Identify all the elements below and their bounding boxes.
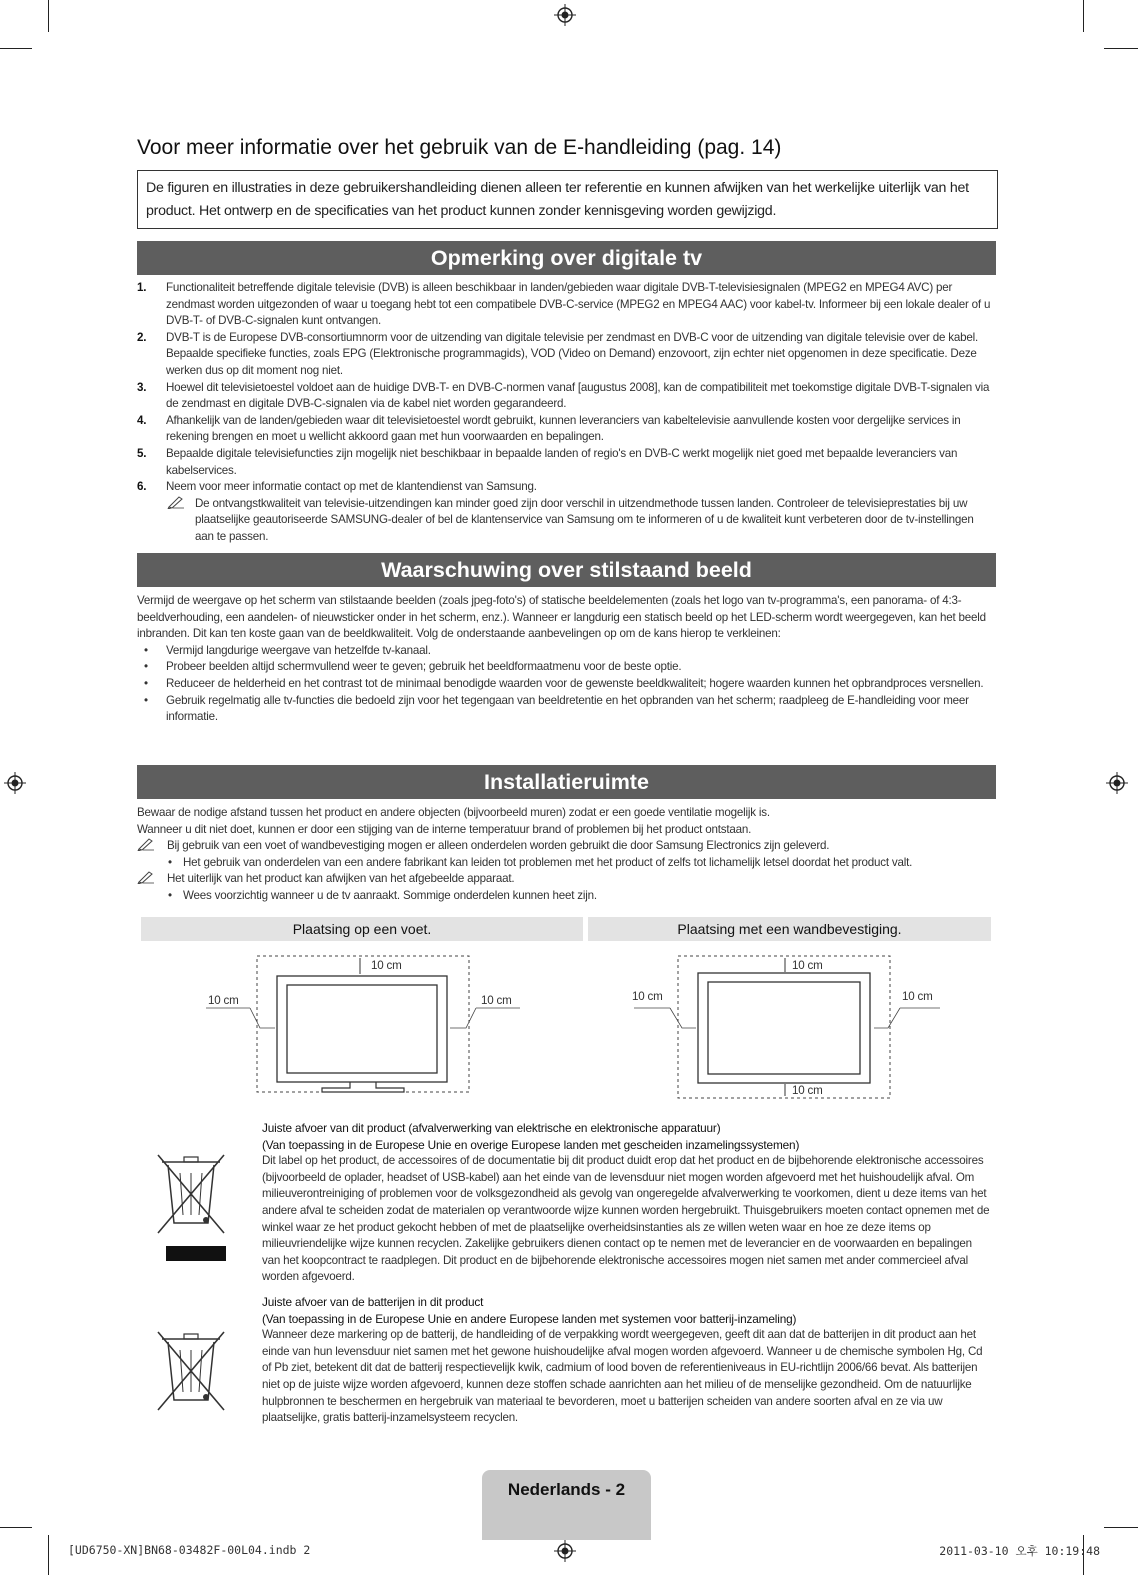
note-item: De ontvangstkwaliteit van televisie-uitzendingen kan minder goed zijn door verschil in uitzendmethode tussen landen. Controleer de televisieprestaties bij uw plaatselijke geautoriseerde SAMSUNG-dealer of bel de klantenservice van Samsung om te informeren of u de kwaliteit kunt verbeteren door de tv-instellingen aan te passen. <box>137 496 993 546</box>
page-title: Voor meer informatie over het gebruik van de E-handleiding (pag. 14) <box>137 136 782 159</box>
install-line: Wanneer u dit niet doet, kunnen er door een stijging van de interne temperatuur brand of problemen bij het product ontstaan. <box>137 822 752 836</box>
registration-mark-icon <box>554 1540 576 1562</box>
weee-product-heading: Juiste afvoer van dit product (afvalverwerking van elektrische en elektronische apparatuur) <box>262 1121 721 1135</box>
sub-bullet: • Wees voorzichtig wanneer u de tv aanraakt. Sommige onderdelen kunnen heet zijn. <box>137 888 999 905</box>
weee-battery-subheading: (Van toepassing in de Europese Unie en andere Europese landen met systemen voor batterij-inzameling) <box>262 1311 797 1326</box>
weee-battery-body: Wanneer deze markering op de batterij, de handleiding of de verpakking wordt weergegeven, geeft dit aan dat de batterijen in dit product aan het einde van hun levensduur niet samen met het gewone huishoudelijke afval mogen worden afgevoerd. Wanneer u de chemische symbolen Hg, Cd of Pb ziet, betekent dit dat de batterij respectievelijk kwik, cadmium of lood boven de referentieniveaus in EU-richtlijn 2006/66 bevat. Als batterijen niet op de juiste wijze worden afgevoerd, kunnen deze stoffen schade aanrichten aan het milieu of de menselijke gezondheid. Om de natuurlijke hulpbronnen te beschermen en hergebruik van materiaal te bevorderen, moet u batterijen scheiden van andere soorten afval en ze via uw plaatselijke, gratis batterij-inzamelsysteem recyclen. <box>262 1328 983 1425</box>
wall-clearance-diagram <box>630 950 950 1102</box>
list-item: • Vermijd langdurige weergave van hetzelfde tv-kanaal. <box>137 643 999 660</box>
print-slug-left: [UD6750-XN]BN68-03482F-00L04.indb 2 <box>68 1543 311 1557</box>
crop-mark <box>48 1535 49 1575</box>
wall-top-clearance: 10 cm <box>792 959 823 972</box>
stand-right-clearance: 10 cm <box>481 994 512 1007</box>
list-item: • Probeer beelden altijd schermvullend weer te geven; gebruik het beeldformaatmenu voor de beste optie. <box>137 659 999 676</box>
registration-mark-icon <box>4 772 26 794</box>
install-line: Bewaar de nodige afstand tussen het product en andere objecten (bijvoorbeeld muren) zodat er een goede ventilatie mogelijk is. <box>137 806 770 819</box>
note-pencil-icon <box>167 495 187 511</box>
still-image-intro: Vermijd de weergave op het scherm van stilstaande beelden (zoals jpeg-foto's) of statische beeldelementen (zoals het logo van tv-programma's, een panorama- of 4:3-beeldverhouding, een aandelen- of nieuwsticker onder in het scherm, enz.). Wanneer er langdurig een statisch beeld op het LED-scherm wordt weergegeven, kan het beeld inbranden. Dit kan ten koste gaan van de beeldkwaliteit. Volg de onderstaande aanbevelingen op om de kans hierop te verkleinen: <box>137 594 986 641</box>
list-item: 5. Bepaalde digitale televisiefuncties zijn mogelijk niet beschikbaar in bepaalde landen of regio's en DVB-C werkt mogelijk niet goed met bepaalde leveranciers van kabelservices. <box>137 446 958 477</box>
stand-placement-title: Plaatsing op een voet. <box>141 917 583 941</box>
section-heading-still-image: Waarschuwing over stilstaand beeld <box>137 553 996 587</box>
page-number-tab <box>482 1470 651 1540</box>
crop-mark <box>1104 48 1138 49</box>
wall-right-clearance: 10 cm <box>902 990 933 1003</box>
still-image-section <box>137 593 999 726</box>
note-item: Het uiterlijk van het product kan afwijken van het afgebeelde apparaat. <box>137 871 999 888</box>
crop-mark <box>48 0 49 32</box>
crossed-bin-icon <box>156 1153 232 1270</box>
section-heading-installation: Installatieruimte <box>137 765 996 799</box>
registration-mark-icon <box>554 4 576 26</box>
list-item: • Reduceer de helderheid en het contrast tot de minimaal benodigde waarden voor de gewenste beeldkwaliteit; hogere waarden kunnen het opbrandproces versnellen. <box>137 676 999 693</box>
installation-section <box>137 805 999 905</box>
list-item: 4. Afhankelijk van de landen/gebieden waar dit televisietoestel wordt gebruikt, kunnen leveranciers van kabeltelevisie aanvullende kosten voor dergelijke services in rekening brengen en moet u wellicht akkoord gaan met hun voorwaarden en bepalingen. <box>137 413 961 444</box>
list-item: 2. DVB-T is de Europese DVB-consortiumnorm voor de uitzending van digitale televisie per zendmast en DVB-C voor de uitzending van digitale televisie over de kabel. Bepaalde specifieke functies, zoals EPG (Elektronische programmagids), VOD (Video on Demand) enzovoort, zijn echter niet opgenomen in deze specificatie. Deze werken dus op dit moment nog niet. <box>137 330 978 377</box>
wall-bottom-clearance: 10 cm <box>792 1084 823 1097</box>
weee-battery-heading: Juiste afvoer van de batterijen in dit product <box>262 1295 484 1309</box>
list-item: • Gebruik regelmatig alle tv-functies die bedoeld zijn voor het tegengaan van beeldretentie en het opbranden van het scherm; raadpleeg de E-handleiding voor meer informatie. <box>137 693 999 726</box>
section-heading-digital-tv: Opmerking over digitale tv <box>137 241 996 275</box>
registration-mark-icon <box>1106 772 1128 794</box>
page-number-label: Nederlands - 2 <box>507 1480 626 1499</box>
wall-left-clearance: 10 cm <box>632 990 663 1003</box>
list-item: 6. Neem voor meer informatie contact op met de klantendienst van Samsung. <box>137 480 537 494</box>
disclaimer-box: De figuren en illustraties in deze gebruikershandleiding dienen alleen ter referentie en kunnen afwijken van het werkelijke uiterlijk van het product. Het ontwerp en de specificaties van het product kunnen zonder kennisgeving worden gewijzigd. <box>137 170 998 229</box>
print-slug-right: 2011-03-10 오후 10:19:48 <box>939 1544 1100 1558</box>
crop-mark <box>1104 1527 1138 1528</box>
sub-bullet: • Het gebruik van onderdelen van een andere fabrikant kan leiden tot problemen met het product of zelfs tot lichamelijk letsel doordat het product valt. <box>137 855 999 872</box>
weee-product-subheading: (Van toepassing in de Europese Unie en overige Europese landen met gescheiden inzamelingssystemen) <box>262 1137 800 1152</box>
crop-mark <box>1083 0 1084 32</box>
note-item: Bij gebruik van een voet of wandbevestiging mogen er alleen onderdelen worden gebruikt die door Samsung Electronics zijn geleverd. <box>137 838 999 855</box>
list-item: 1. Functionaliteit betreffende digitale televisie (DVB) is alleen beschikbaar in landen/gebieden waar digitale DVB-T-televisiesignalen (MPEG2 en MPEG4 AVC) per zendmast worden uitgezonden of waar u toegang hebt tot een compatibele DVB-C-service (MPEG2 en MPEG4 AAC) voor kabel-tv. Informeer bij een lokale dealer of u DVB-T- of DVB-C-signalen kunt ontvangen. <box>137 281 991 328</box>
wall-placement-title: Plaatsing met een wandbevestiging. <box>588 917 991 941</box>
crop-mark <box>0 1527 32 1528</box>
list-item: 3. Hoewel dit televisietoestel voldoet aan de huidige DVB-T- en DVB-C-normen vanaf [augustus 2008], kan de compatibiliteit met toekomstige digitale DVB-T-signalen via de zendmast en digitale DVB-C-signalen via de kabel niet worden gegarandeerd. <box>137 380 990 411</box>
weee-product-body: Dit label op het product, de accessoires of de documentatie bij dit product duidt erop dat het product en de bijbehorende elektronische accessoires (bijvoorbeeld de oplader, headset of USB-kabel) aan het einde van de levensduur niet mogen worden afgevoerd met het huishoudelijk afval. Om milieuverontreiniging of problemen voor de volksgezondheid als gevolg van ongeregelde afvalverwerking te voorkomen, dient u deze items van het andere afval te scheiden zodat de materialen op verantwoorde wijze kunnen worden hergebruikt. Thuisgebruikers moeten contact opnemen met de winkel waar ze het product gekocht hebben of met de plaatselijke overheidsinstanties als ze willen weten waar en hoe ze deze items op milieuvriendelijke wijze kunnen recyclen. Zakelijke gebruikers dienen contact op te nemen met de leverancier en de voorwaarden en bepalingen van het koopcontract te raadplegen. Dit product en de bijbehorende elektronische accessoires mogen niet samen met ander commercieel afval worden afgevoerd. <box>262 1154 990 1284</box>
stand-clearance-diagram <box>200 950 530 1100</box>
crop-mark <box>0 48 32 49</box>
weee-product-section <box>262 1120 992 1286</box>
weee-battery-section <box>262 1294 992 1427</box>
digital-tv-list <box>137 280 993 546</box>
crossed-battery-bin-icon <box>156 1330 232 1421</box>
stand-top-clearance: 10 cm <box>371 959 402 972</box>
stand-left-clearance: 10 cm <box>208 994 239 1007</box>
